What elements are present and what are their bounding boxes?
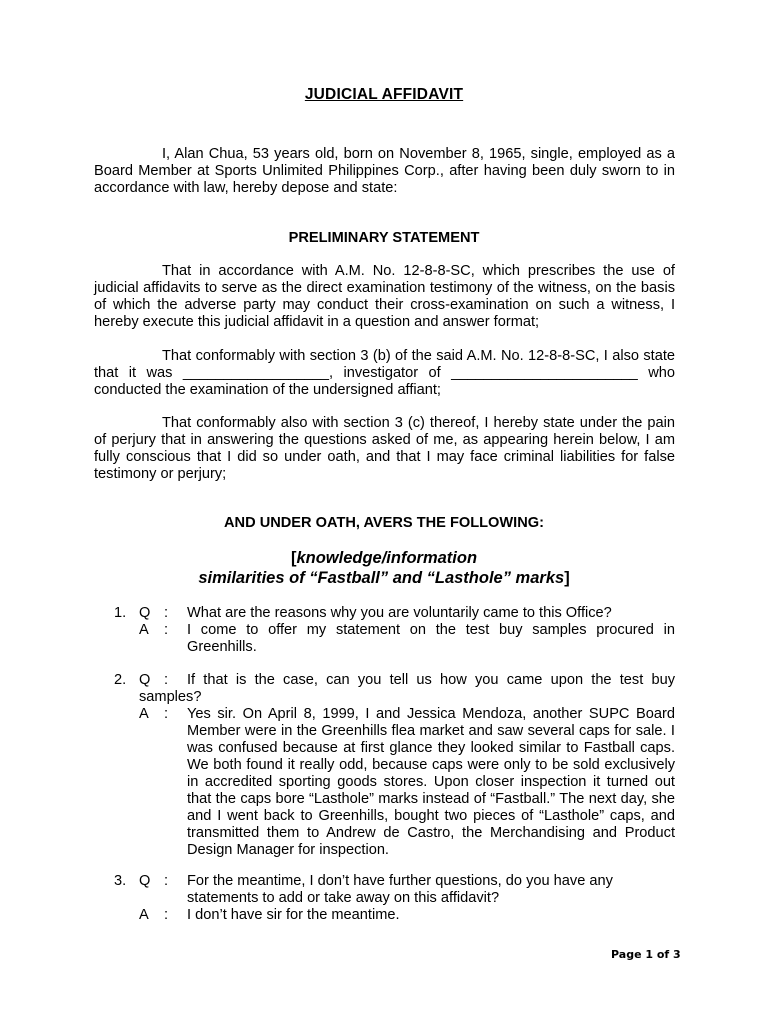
- a-colon: :: [164, 706, 169, 722]
- bracket-line-1: knowledge/information: [296, 549, 478, 567]
- q-colon: :: [164, 873, 169, 889]
- a-label: A: [139, 622, 149, 638]
- paragraph-1: That in accordance with A.M. No. 12-8-8-SC, which prescribes the use of judicial affidavits to serve as the direct examination testimony of the witness, on the basis of which the adverse party may conduct their cross-examination on such a witness, I hereby execute this judicial affidavit in a question and answer format;: [94, 263, 675, 330]
- qa-number: 3.: [114, 873, 127, 889]
- document-title: JUDICIAL AFFIDAVIT: [304, 86, 464, 103]
- answer-text: I don’t have sir for the meantime.: [187, 907, 400, 923]
- a-label: A: [139, 907, 149, 923]
- question-text: For the meantime, I don’t have further questions, do you have any statements to add or take away on this affidavit?: [187, 873, 613, 906]
- answer-text: Yes sir. On April 8, 1999, I and Jessica Mendoza, another SUPC Board Member were in the Greenhills flea market and saw several caps for sale. I was confused because at first glance they looked similar to Fastball caps. We both found it really odd, because caps were only to be sold exclusively in accredited sporting goods stores. Upon closer inspection it turned out that the caps bore “Lasthole” marks instead of “Fastball.” The next day, she and I went back to Greenhills, bought two pieces of “Lasthole” caps, and transmitted them to Andrew de Castro, the Merchandising and Product Design Manager for inspection.: [187, 706, 675, 858]
- bracket-heading: [0, 548, 768, 588]
- oath-heading: AND UNDER OATH, AVERS THE FOLLOWING:: [224, 515, 544, 531]
- qa-number: 2.: [114, 672, 127, 688]
- paragraph-3: That conformably also with section 3 (c) thereof, I hereby state under the pain of perjury that in answering the questions asked of me, as appearing herein below, I am fully conscious that I did so under oath, and that I may face criminal liabilities for false testimony or perjury;: [94, 415, 675, 482]
- page-number: Page 1 of 3: [611, 948, 681, 961]
- q-colon: :: [164, 605, 169, 621]
- intro-paragraph: I, Alan Chua, 53 years old, born on November 8, 1965, single, employed as a Board Member at Sports Unlimited Philippines Corp., after having been duly sworn to in accordance with law, hereby depose and state:: [94, 146, 675, 196]
- preliminary-heading: PRELIMINARY STATEMENT: [288, 230, 480, 246]
- answer-text: I come to offer my statement on the test buy samples procured in Greenhills.: [187, 622, 675, 655]
- question-text: What are the reasons why you are voluntarily came to this Office?: [187, 605, 612, 621]
- qa-number: 1.: [114, 605, 127, 621]
- a-colon: :: [164, 622, 169, 638]
- q-label: Q: [139, 672, 151, 688]
- q-label: Q: [139, 605, 151, 621]
- paragraph-2: That conformably with section 3 (b) of the said A.M. No. 12-8-8-SC, I also state that it was __________________, investigator of _______________________ who conducted the examination of the undersigned affiant;: [94, 348, 675, 398]
- bracket-line-2: similarities of “Fastball” and “Lasthole” marks: [198, 569, 565, 587]
- q-label: Q: [139, 873, 151, 889]
- q-colon: :: [164, 672, 169, 688]
- a-label: A: [139, 706, 149, 722]
- a-colon: :: [164, 907, 169, 923]
- bracket-close: ]: [564, 569, 570, 587]
- question-text: If that is the case, can you tell us how you came upon the test buy samples?: [139, 672, 675, 705]
- bracket-open: [: [290, 549, 297, 567]
